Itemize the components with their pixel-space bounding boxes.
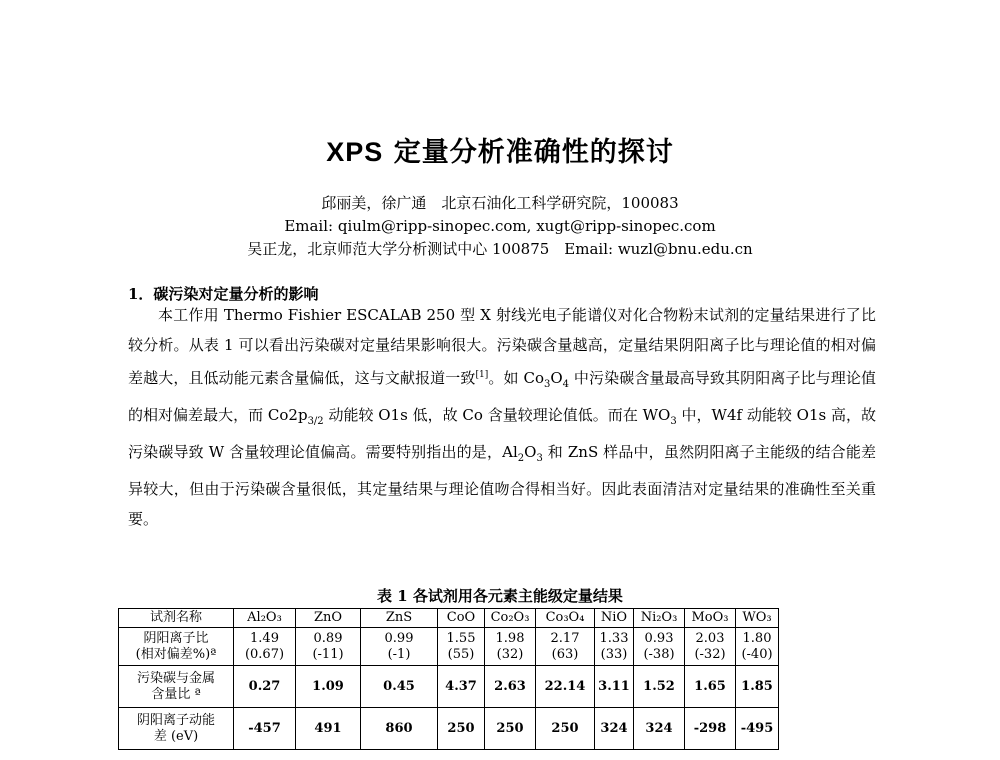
row-label: [119, 708, 234, 750]
para-s3: 中污染碳含量最高导致其阴阳离子比与理论值的相对偏差最大，而 Co2p: [128, 369, 876, 424]
para-s5: 中，W4f 动能较 O1s 高，故污染碳导致 W 含量较理论值偏高。需要特别指出的是，Al: [128, 406, 876, 461]
table-cell: 2.17 (63): [536, 628, 595, 666]
table-cell: 22.14: [536, 666, 595, 708]
author-emails: Email: qiulm@ripp-sinopec.com, xugt@ripp-sinopec.com: [284, 217, 716, 235]
table-row: [119, 628, 779, 666]
table-cell: 1.52: [634, 666, 685, 708]
col-header: NiO: [595, 609, 634, 628]
table-header-label: 试剂名称: [119, 609, 234, 628]
para-s2-sub2: 4: [562, 379, 570, 390]
table-cell: 1.65: [685, 666, 736, 708]
paper-title: [0, 130, 1000, 169]
title-rest: 定量分析准确性的探讨: [383, 137, 674, 168]
table-cell: 2.63: [485, 666, 536, 708]
table-cell: 0.99 (-1): [361, 628, 438, 666]
table-cell: -457: [234, 708, 296, 750]
table-row: [119, 666, 779, 708]
row-label-line1: 阴阳离子比: [143, 630, 209, 646]
col-header: Co₂O₃: [485, 609, 536, 628]
table-cell: 324: [634, 708, 685, 750]
table-cell: 0.93 (-38): [634, 628, 685, 666]
table-caption: 表 1 各试剂用各元素主能级定量结果: [377, 587, 623, 605]
table-cell: 324: [595, 708, 634, 750]
table-header-row: [119, 609, 779, 628]
table-cell: 491: [296, 708, 361, 750]
author-line-2: 吴正龙，北京师范大学分析测试中心 100875 Email: wuzl@bnu.edu.cn: [247, 240, 753, 258]
col-header: ZnO: [296, 609, 361, 628]
table-cell: 1.55 (55): [438, 628, 485, 666]
para-s4-sub: 3: [670, 416, 677, 427]
para-s1: 本工作用 Thermo Fishier ESCALAB 250 型 X 射线光电子能谱仪对化合物粉末试剂的定量结果进行了比较分析。从表 1 可以看出污染碳对定量结果影响很大。污染碳含量越高，定量结果阴阳离子比与理论值的相对偏差越大，且低动能元素含量偏低，这与文献报道一致: [128, 306, 876, 387]
para-s2-sub1: 3: [543, 379, 551, 390]
para-s5-sub2: 3: [536, 453, 543, 464]
para-s2b: O: [550, 369, 563, 387]
title-xps: XPS: [326, 137, 384, 167]
col-header: Co₃O₄: [536, 609, 595, 628]
row-label: [119, 628, 234, 666]
para-s6: 和 ZnS 样品中，虽然阴阳离子主能级的结合能差异较大，但由于污染碳含量很低，其定量结果与理论值吻合得相当好。因此表面清洁对定量结果的准确性至关重要。: [128, 443, 876, 528]
table-cell: 3.11: [595, 666, 634, 708]
table-cell: 250: [485, 708, 536, 750]
table-cell: 0.45: [361, 666, 438, 708]
table-row: [119, 708, 779, 750]
col-header: Al₂O₃: [234, 609, 296, 628]
citation-ref: [1]: [475, 370, 489, 380]
table-cell: 0.89 (-11): [296, 628, 361, 666]
row-label-line2: 含量比 ª: [151, 686, 201, 702]
col-header: MoO₃: [685, 609, 736, 628]
row-label: [119, 666, 234, 708]
para-s5b: O: [524, 443, 537, 461]
table-cell: 1.09: [296, 666, 361, 708]
row-label-line2: (相对偏差%)ª: [135, 646, 217, 662]
table-cell: 1.80 (-40): [736, 628, 779, 666]
author-line-1: 邱丽美，徐广通 北京石油化工科学研究院，100083: [321, 194, 679, 212]
col-header: CoO: [438, 609, 485, 628]
table-cell: 0.27: [234, 666, 296, 708]
table-cell: 1.33 (33): [595, 628, 634, 666]
para-s5-sub1: 2: [517, 453, 525, 464]
table-cell: 250: [536, 708, 595, 750]
para-s3-sub: 3/2: [307, 416, 324, 427]
table-cell: 2.03 (-32): [685, 628, 736, 666]
body-paragraph: [128, 300, 876, 534]
results-table: [118, 608, 779, 750]
table-cell: 860: [361, 708, 438, 750]
row-label-line1: 污染碳与金属: [136, 670, 215, 686]
table-cell: 1.85: [736, 666, 779, 708]
para-s2: 。如 Co: [488, 369, 544, 387]
para-s4: 动能较 O1s 低，故 Co 含量较理论值低。而在 WO: [323, 406, 671, 424]
row-label-line1: 阴阳离子动能: [136, 712, 215, 728]
col-header: Ni₂O₃: [634, 609, 685, 628]
table-cell: 4.37: [438, 666, 485, 708]
table-cell: -298: [685, 708, 736, 750]
section-heading: 1．碳污染对定量分析的影响: [128, 285, 319, 303]
table-cell: -495: [736, 708, 779, 750]
table-cell: 1.98 (32): [485, 628, 536, 666]
col-header: WO₃: [736, 609, 779, 628]
row-label-line2: 差 (eV): [153, 728, 199, 744]
table-cell: 1.49 (0.67): [234, 628, 296, 666]
table-cell: 250: [438, 708, 485, 750]
col-header: ZnS: [361, 609, 438, 628]
